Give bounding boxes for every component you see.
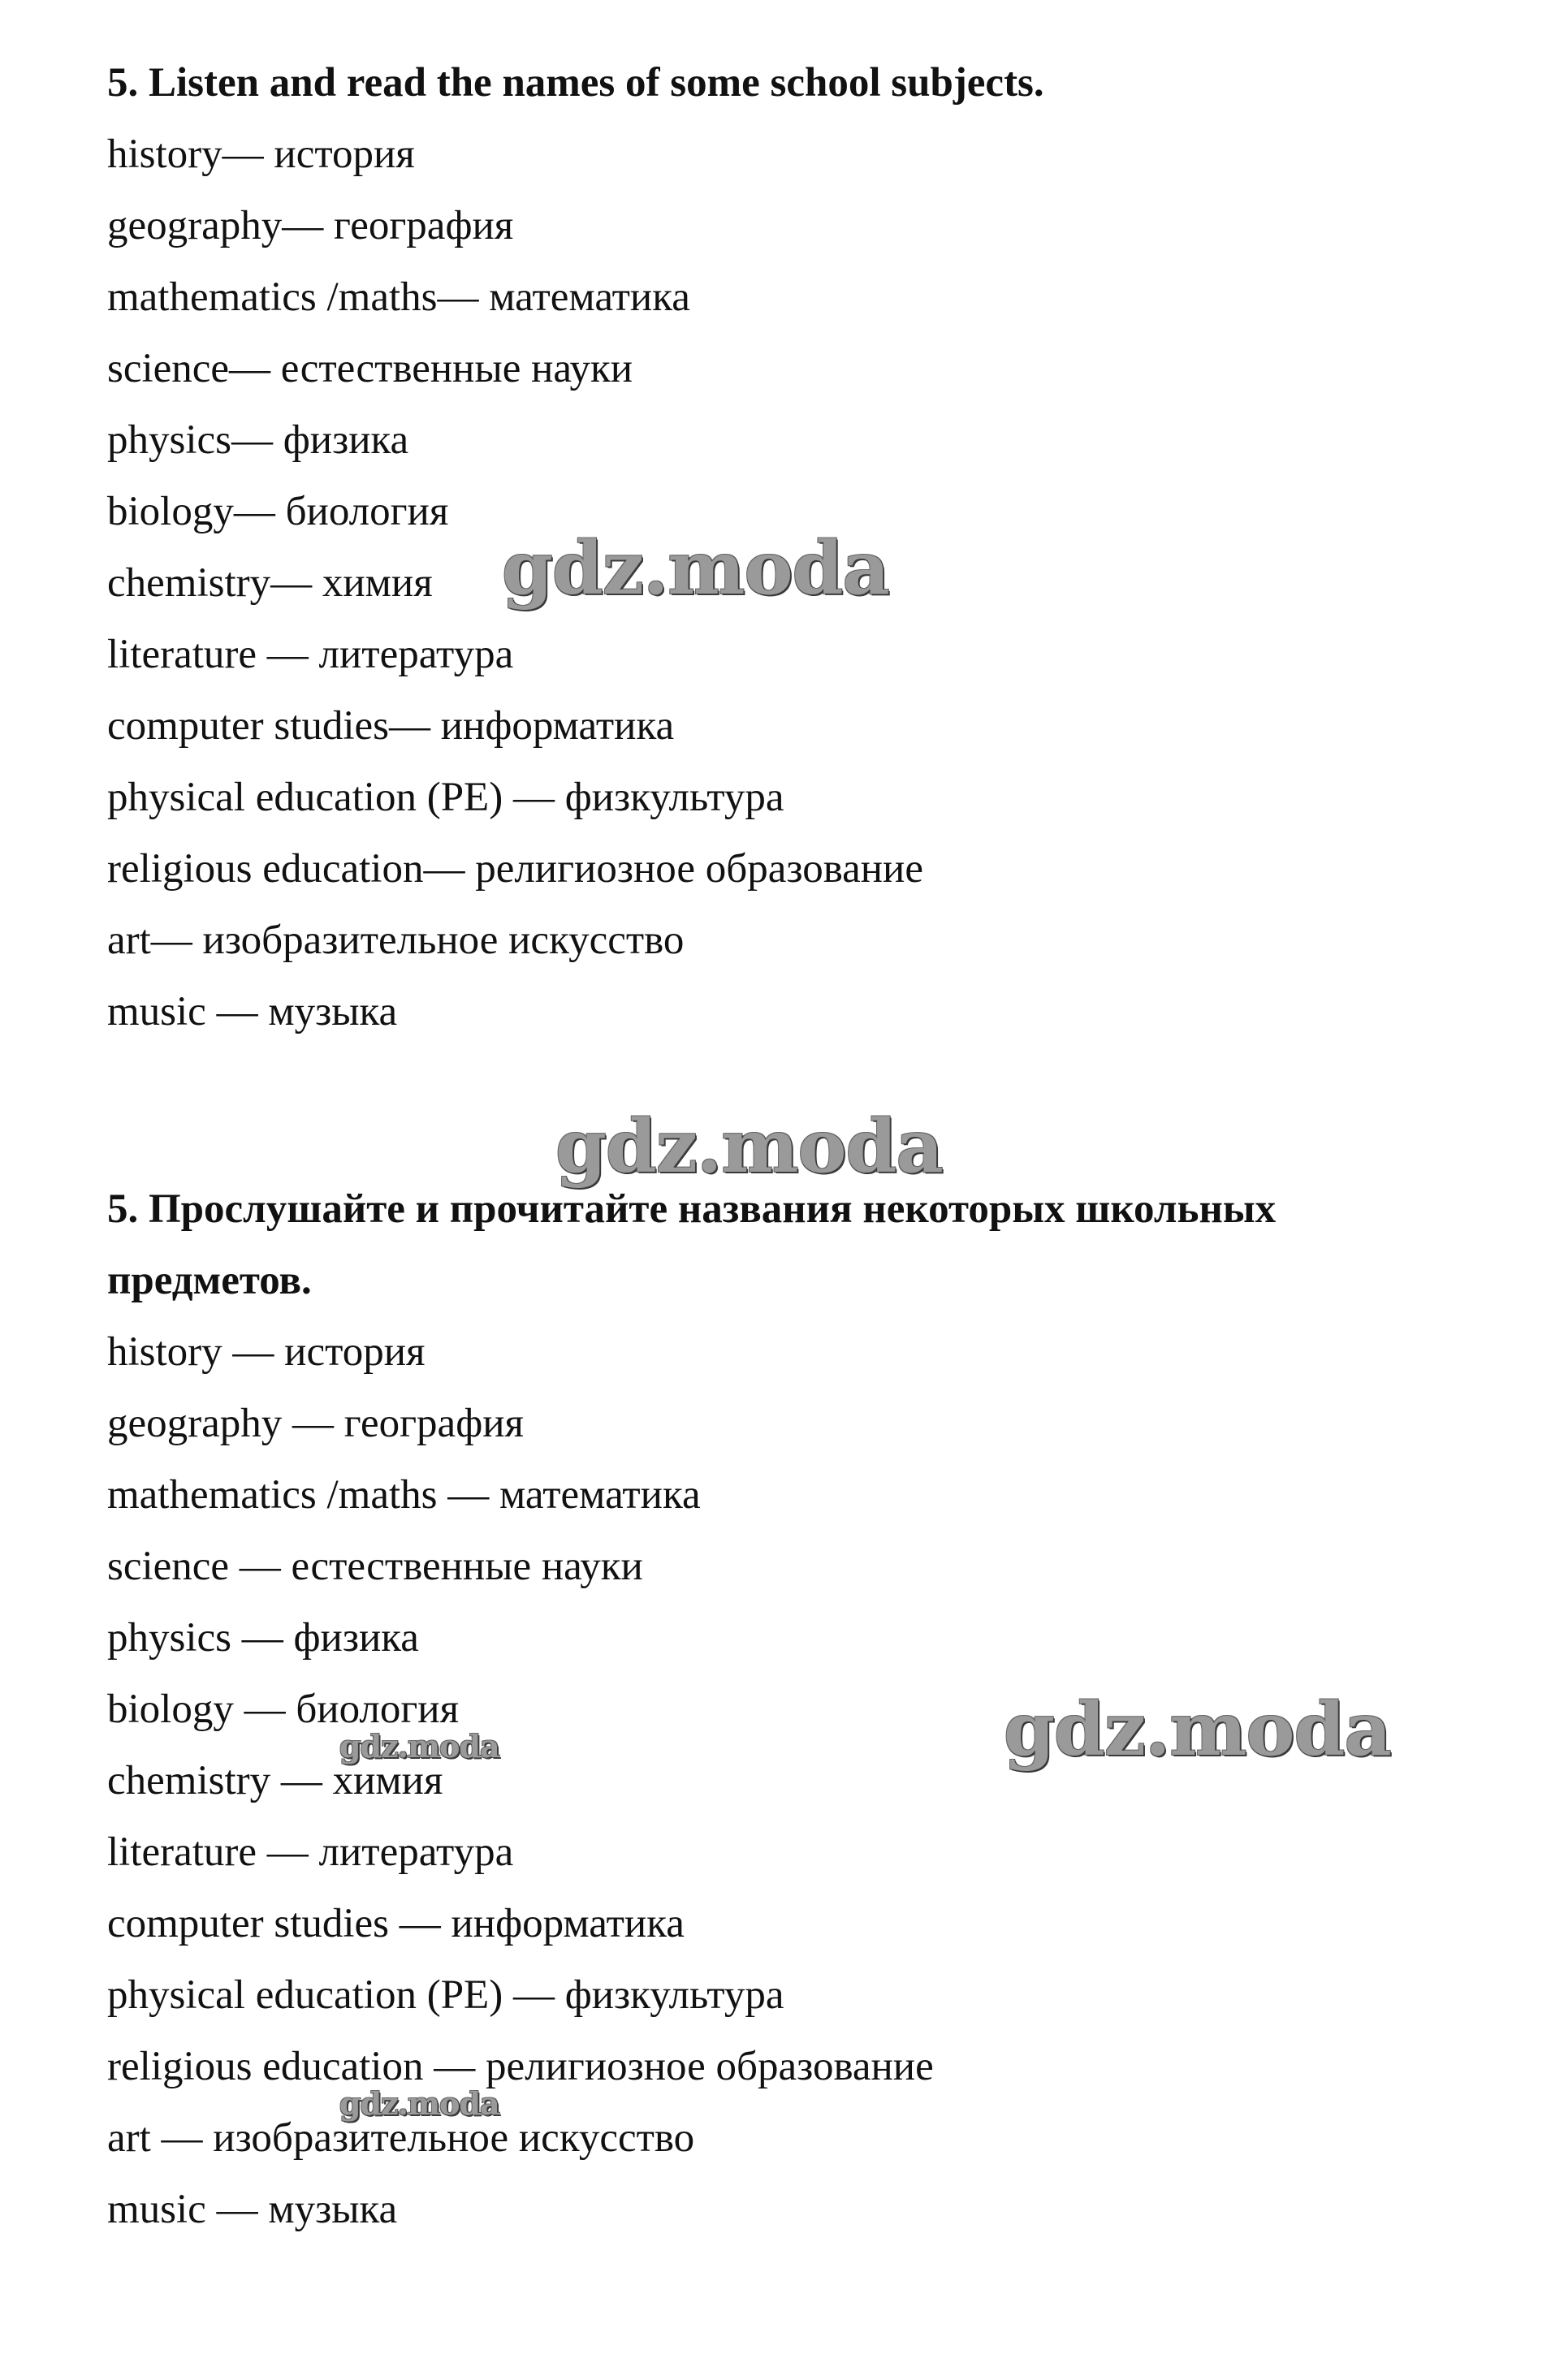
list-item: geography — география	[107, 1401, 524, 1446]
list-item: religious education — религиозное образование	[107, 2044, 934, 2089]
list-item: mathematics /maths— математика	[107, 274, 690, 320]
watermark-logo: gdz.moda	[339, 2085, 499, 2122]
list-item: literature — литература	[107, 1829, 514, 1875]
list-item: geography— география	[107, 203, 514, 248]
list-item: physical education (PE) — физкультура	[107, 1972, 784, 2018]
list-item: physics— физика	[107, 417, 409, 463]
list-item: science— естественные науки	[107, 346, 633, 391]
list-item: chemistry— химия	[107, 560, 433, 606]
list-item: history— история	[107, 132, 415, 177]
list-item: science — естественные науки	[107, 1544, 643, 1589]
list-item: chemistry — химия	[107, 1758, 443, 1803]
list-item: history — история	[107, 1329, 426, 1375]
watermark-logo: gdz.moda	[502, 525, 889, 611]
watermark-logo: gdz.moda	[555, 1104, 943, 1190]
list-item: religious education— религиозное образование	[107, 846, 923, 892]
subject-list-russian	[107, 1316, 1488, 2245]
list-item: physics — физика	[107, 1615, 419, 1661]
list-item: art — изобразительное искусство	[107, 2115, 695, 2161]
list-item: literature — литература	[107, 632, 514, 677]
list-item: biology— биология	[107, 489, 449, 534]
list-item: music — музыка	[107, 989, 398, 1035]
list-item: physical education (PE) — физкультура	[107, 775, 784, 820]
list-item: art— изобразительное искусство	[107, 918, 685, 963]
list-item: computer studies— информатика	[107, 703, 675, 749]
exercise-heading-english: 5. Listen and read the names of some school subjects.	[107, 60, 1044, 106]
list-item: music — музыка	[107, 2187, 398, 2232]
watermark-logo: gdz.moda	[1004, 1687, 1391, 1773]
watermark-logo: gdz.moda	[339, 1728, 499, 1764]
list-item: biology — биология	[107, 1687, 460, 1732]
list-item: mathematics /maths — математика	[107, 1472, 701, 1518]
list-item: computer studies — информатика	[107, 1901, 685, 1946]
exercise-heading-russian: 5. Прослушайте и прочитайте названия некоторых школьных предметов.	[107, 1186, 1277, 1303]
